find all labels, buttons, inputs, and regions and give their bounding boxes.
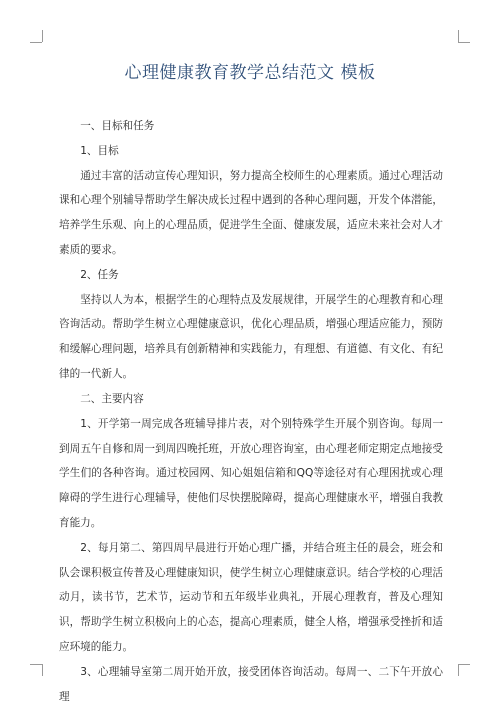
subheading-goal: 1、目标 — [80, 144, 119, 157]
paragraph-content-3: 3、心理辅导室第二周开始开放，接受团体咨询活动。每周一、二下午开放心理 — [59, 665, 443, 703]
paragraph-content-1: 1、开学第一周完成各班辅导排片表，对个别特殊学生开展个别咨询。每周一到周五午自修和周一到周四晚托班，开放心理咨询室，由心理老师定期定点地接受学生们的各种咨询。通过校园网、知心姐姐信箱和QQ等途径对有心理困扰或心理障碍的学生进行心理辅导，使他们尽快摆脱障碍，提高心理健康水平，增强自我教育能力。 — [59, 417, 443, 529]
paragraph-content-2: 2、每月第二、第四周早晨进行开始心理广播，并结合班主任的晨会，班会和队会课积极宣传普及心理健康知识，使学生树立心理健康意识。结合学校的心理活动月，读书节，艺术节，运动节和五年级毕业典礼，开展心理教育，普及心理知识，帮助学生树立积极向上的心态，提高心理素质，健全人格，增强承受挫折和适应环境的能力。 — [59, 541, 443, 654]
document-title: 心理健康教育教学总结范文 模板 — [124, 63, 376, 83]
section-heading-content: 二、主要内容 — [80, 392, 144, 405]
section-heading-goals: 一、目标和任务 — [80, 120, 155, 132]
paragraph-goal-text: 通过丰富的活动宣传心理知识，努力提高全校师生的心理素质。通过心理活动课和心理个别辅导帮助学生解决成长过程中遇到的各种心理问题，开发个体潜能，培养学生乐观、向上的心理品质，促进学生全面、健康发展，适应未来社会对人才素质的要求。 — [59, 169, 443, 256]
subheading-task: 2、任务 — [80, 268, 119, 281]
paragraph-task-text: 坚持以人为本，根据学生的心理特点及发展规律，开展学生的心理教育和心理咨询活动。帮助学生树立心理健康意识，优化心理品质，增强心理适应能力，预防和缓解心理问题，培养具有创新精神和实践能力，有理想、有道德、有文化、有纪律的一代新人。 — [59, 293, 443, 381]
document-body — [59, 114, 443, 710]
